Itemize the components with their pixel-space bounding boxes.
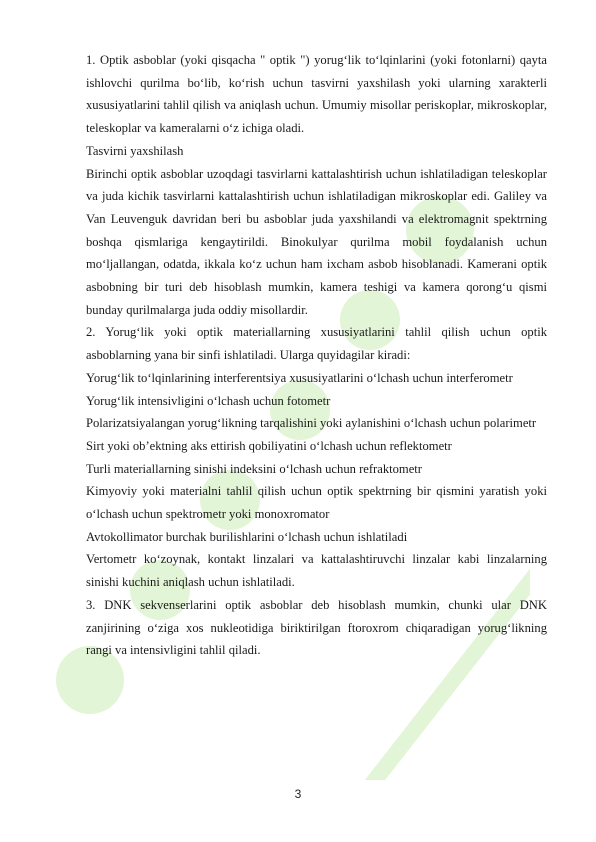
- page-number: 3: [294, 787, 302, 801]
- list-item-interferometer: Yorug‘lik to‘lqinlarining interferentsiya xususiyatlarini o‘lchash uchun interferometr: [86, 370, 513, 385]
- heading-image-enhancement: Tasvirni yaxshilash: [86, 143, 184, 158]
- list-item-photometer: Yorug‘lik intensivligini o‘lchash uchun fotometr: [86, 393, 331, 408]
- paragraph-intro: 1. Optik asboblar (yoki qisqacha " optik ") yorug‘lik to‘lqinlarini (yoki fotonlarni) qayta ishlovchi qurilma bo‘lib, ko‘rish uchun tasvirni yaxshilash yoki ularning xarakterli xususiyatlarini tahlil qilish va aniqlash uchun. Umumiy misollar periskoplar, mikroskoplar, teleskoplar va kameralarni o‘z ichiga oladi.: [86, 53, 547, 136]
- paragraph-image-enhancement: Birinchi optik asboblar uzoqdagi tasvirlarni kattalashtirish uchun ishlatiladigan teleskoplar va juda kichik tasvirlarni kattalashtirish uchun ishlatiladigan mikroskoplar edi. Galiley va Van Leuvenguk davridan beri bu asboblar juda yaxshilandi va elektromagnit spektrning boshqa qismlariga kengaytirildi. Binokulyar qurilma mobil foydalanish uchun mo‘ljallangan, odatda, ikkala ko‘z uchun ham ixcham asbob hisoblanadi. Kamerani optik asbobning bir turi deb hisoblash mumkin, kamera teshigi va kamera qorong‘u qismi bunday qurilmalarga juda oddiy misollardir.: [86, 166, 547, 317]
- list-item-polarimeter: Polarizatsiyalangan yorug‘likning tarqalishini yoki aylanishini o‘lchash uchun polarimetr: [86, 416, 537, 431]
- paragraph-dna-sequencers: 3. DNK sekvenserlarini optik asboblar deb hisoblash mumkin, chunki ular DNK zanjirining o‘ziga xos nukleotidiga biriktirilgan ftoroxrom chiqaradigan yorug‘likning rangi va intensivligini tahlil qiladi.: [86, 597, 547, 658]
- list-item-autocollimator: Avtokollimator burchak burilishlarini o‘lchash uchun ishlatiladi: [86, 529, 408, 544]
- list-item-reflectometer: Sirt yoki ob’ektning aks ettirish qobiliyatini o‘lchash uchun reflektometr: [86, 438, 452, 453]
- list-item-refractometer: Turli materiallarning sinishi indeksini o‘lchash uchun refraktometr: [86, 461, 422, 476]
- list-item-spectrometer: Kimyoviy yoki materialni tahlil qilish uchun optik spektrning bir qismini yaratish yoki o‘lchash uchun spektrometr yoki monoxromator: [86, 484, 547, 522]
- paragraph-analysis-intro: 2. Yorug‘lik yoki optik materiallarning xususiyatlarini tahlil qilish uchun optik asboblarning yana bir sinfi ishlatiladi. Ularga quyidagilar kiradi:: [86, 325, 547, 363]
- document-body: [86, 49, 547, 662]
- list-item-vertometer: Vertometr ko‘zoynak, kontakt linzalari va kattalashtiruvchi linzalar kabi linzalarning sinishi kuchini aniqlash uchun ishlatiladi.: [86, 552, 547, 590]
